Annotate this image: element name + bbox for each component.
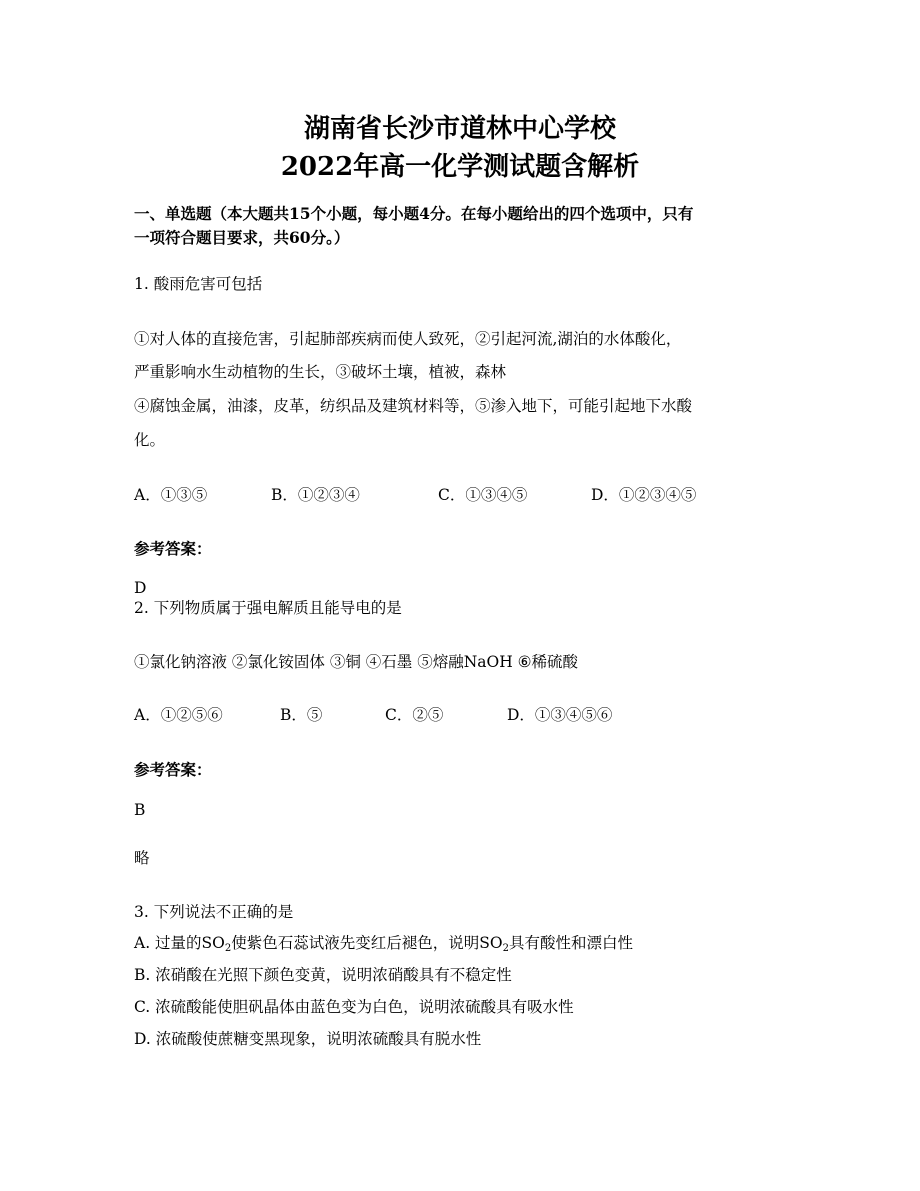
q2-option-b: B．⑤ [280,706,323,724]
q3-option-a-part3: 具有酸性和漂白性 [508,934,633,952]
q3-option-c: C. 浓硫酸能使胆矾晶体由蓝色变为白色，说明浓硫酸具有吸水性 [134,998,574,1016]
q1-option-d: D．①②③④⑤ [591,486,697,504]
q2-answer-label: 参考答案： [134,760,212,779]
q1-option-b: B．①②③④ [271,486,360,504]
section-header-line2: 一项符合题目要求，共60分。） [134,228,350,247]
q1-body-line1: ①对人体的直接危害，引起肺部疾病而使人致死，②引起河流,湖泊的水体酸化， [134,330,682,348]
q2-body-line1: ①氯化钠溶液 ②氯化铵固体 ③铜 ④石墨 ⑤熔融NaOH ⑥稀硫酸 [134,653,579,671]
q1-stem: 1. 酸雨危害可包括 [134,275,263,293]
section-header-line1: 一、单选题（本大题共15个小题，每小题4分。在每小题给出的四个选项中，只有 [134,204,694,223]
q1-body-line3: ④腐蚀金属，油漆，皮革，纺织品及建筑材料等，⑤渗入地下，可能引起地下水酸 [134,397,693,415]
q2-explanation: 略 [134,849,150,867]
doc-title-line1: 湖南省长沙市道林中心学校 [303,114,616,144]
q3-option-a-part1: A. 过量的SO [134,934,225,952]
q2-answer: B [134,801,146,819]
q3-option-a-sub2: 2 [502,943,509,954]
q2-option-c: C．②⑤ [385,706,444,724]
q3-option-a-sub1: 2 [224,943,232,954]
q1-body-line4: 化。 [134,431,166,449]
q2-option-d: D．①③④⑤⑥ [507,706,613,724]
q1-option-c: C．①③④⑤ [438,486,528,504]
q3-option-b: B. 浓硝酸在光照下颜色变黄，说明浓硝酸具有不稳定性 [134,966,512,984]
q2-option-a: A．①②⑤⑥ [134,706,223,724]
q1-body-line2: 严重影响水生动植物的生长，③破坏土壤，植被，森林 [134,363,507,381]
q3-stem: 3. 下列说法不正确的是 [134,903,294,921]
q3-option-a-part2: 使紫色石蕊试液先变红后褪色，说明SO [231,934,503,952]
q3-option-d: D. 浓硫酸使蔗糖变黑现象，说明浓硫酸具有脱水性 [134,1030,482,1048]
q2-stem: 2. 下列物质属于强电解质且能导电的是 [134,599,402,617]
section-header [134,202,794,250]
doc-title-line2: 2022年高一化学测试题含解析 [280,152,640,182]
q1-option-a: A．①③⑤ [134,486,208,504]
q1-answer-label: 参考答案： [134,539,212,558]
q3-option-a [134,933,633,953]
q1-answer: D [134,579,147,597]
